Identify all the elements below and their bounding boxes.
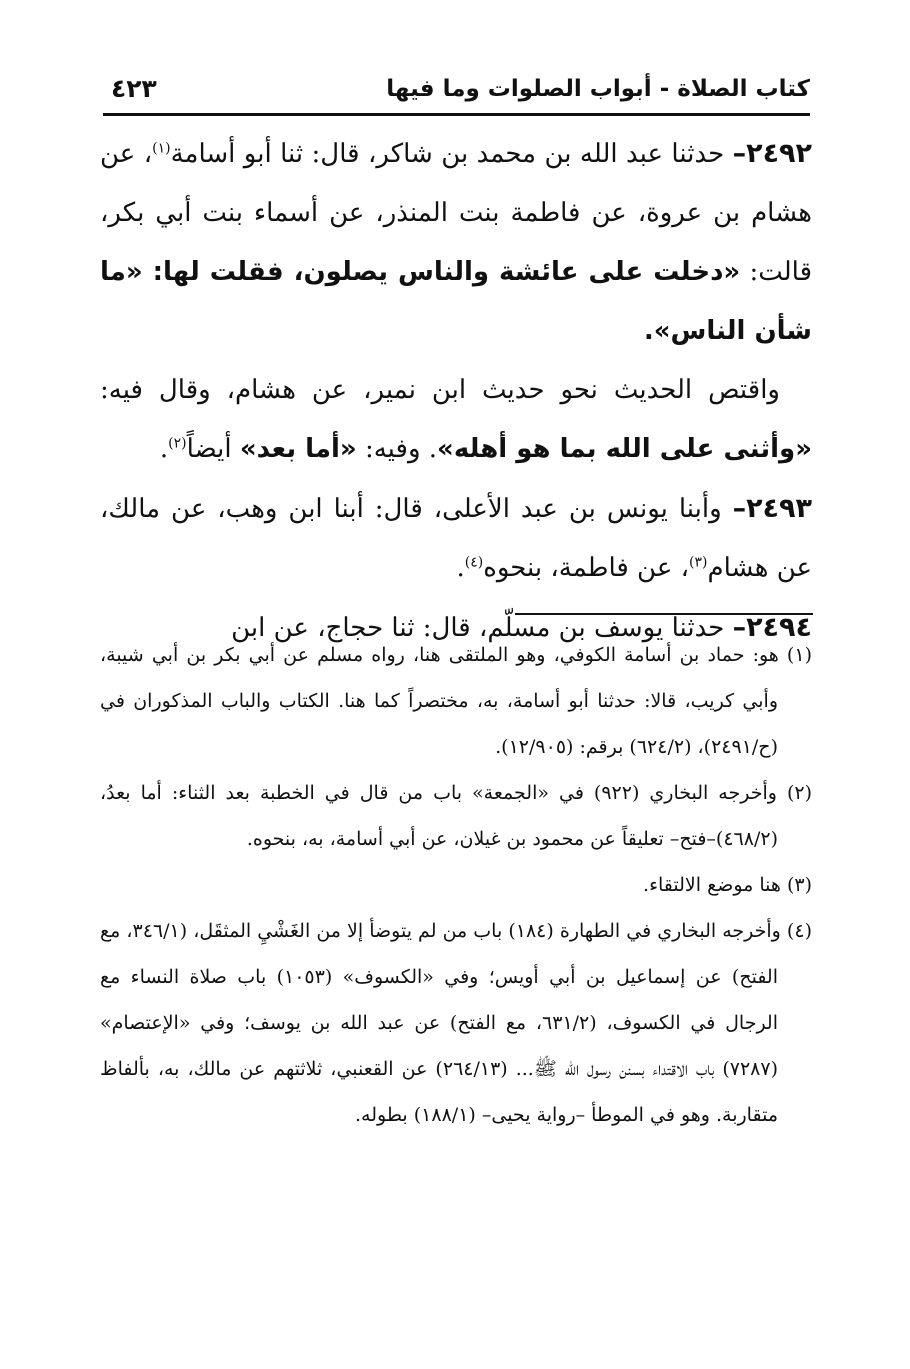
quoted-text: «وأثنى على الله بما هو أهله» (437, 434, 812, 464)
hadith-dash: – (732, 612, 747, 643)
hadith-text: . (456, 553, 465, 583)
running-header (103, 70, 810, 110)
hadith-number: ٢٤٩٢ (746, 138, 813, 169)
footnote-ref: (٤) (464, 554, 484, 571)
hadith-dash: – (732, 493, 747, 524)
hadith-text: . (159, 434, 169, 464)
hadith-number: ٢٤٩٣ (746, 493, 812, 524)
hadith-text: . وفيه: (356, 434, 438, 464)
hadith-2492 (100, 124, 812, 361)
footnote-1: (١) هو: حماد بن أسامة الكوفي، وهو الملتقى هنا، رواه مسلم عن أبي بكر بن أبي شيبة، وأبي كريب، قالا: حدثنا أبو أسامة، به، مختصراً كما هنا. الكتاب والباب المذكوران في (ح/٢٤٩١)، (٦٢٤/٢) برقم: (١٢/٩٠٥). (100, 644, 812, 758)
page-number: ٤٢٣ (111, 74, 157, 103)
hadith-continuation (100, 361, 812, 479)
hadith-text: ، عن فاطمة، بنحوه (483, 553, 690, 583)
footnotes (100, 632, 812, 1138)
footnote-ref: (٢) (168, 435, 187, 452)
hadith-text: وأبنا يونس بن عبد الأعلى، قال: أبنا ابن وهب، عن مالك، عن هشام (100, 494, 812, 583)
hadith-text: حدثنا عبد الله بن محمد بن شاكر، قال: ثنا أبو أسامة (170, 139, 733, 169)
hadith-text: أيضاً (186, 434, 240, 464)
footnote-2: (٢) وأخرجه البخاري (٩٢٢) في «الجمعة» باب من قال في الخطبة بعد الثناء: أما بعدُ، (٤٦٨/٢)–فتح– تعليقاً عن محمود بن غيلان، عن أبي أسامة، به، بنحوه. (100, 782, 812, 850)
hadith-text: ، عن هشام بن عروة، عن فاطمة بنت المنذر، عن أسماء بنت أبي بكر، قالت: (100, 139, 813, 287)
footnote-ref: (١) (152, 140, 171, 157)
footnote-divider (515, 613, 813, 615)
quoted-text: «دخلت على عائشة والناس يصلون، فقلت لها: «ما شأن الناس». (100, 257, 812, 346)
hadith-dash: – (732, 138, 747, 169)
hadith-text: واقتص الحديث نحو حديث ابن نمير، عن هشام، وقال فيه: (100, 375, 780, 405)
main-text (100, 124, 812, 658)
hadith-text: حدثنا يوسف بن مسلّم، قال: ثنا حجاج، عن ابن (231, 613, 733, 643)
footnote-ref: (٣) (689, 554, 708, 571)
quoted-text: «أما بعد» (239, 434, 357, 464)
footnote-4: (٤) وأخرجه البخاري في الطهارة (١٨٤) باب من لم يتوضأ إلا من الغَشْيِ المثقَل، (٣٤٦/١، مع الفتح) عن إسماعيل بن أبي أويس؛ وفي «الكسوف» (١٠٥٣) باب صلاة النساء مع الرجال في الكسوف، (٦٣١/٢، مع الفتح) عن عبد الله بن يوسف؛ وفي «الإعتصام» (٧٢٨٧) باب الاقتداء بسنن رسول الله ﷺ... (٢٦٤/١٣) عن القعنبي، ثلاثتهم عن مالك، به، بألفاظ متقاربة. وهو في الموطأ –رواية يحيى– (١٨٨/١) بطوله. (100, 920, 812, 1126)
header-title: كتاب الصلاة - أبواب الصلوات وما فيها (386, 76, 810, 102)
hadith-2493 (100, 479, 812, 598)
header-rule (103, 113, 810, 116)
hadith-number: ٢٤٩٤ (746, 612, 812, 643)
footnote-3: (٣) هنا موضع الالتقاء. (643, 874, 812, 896)
